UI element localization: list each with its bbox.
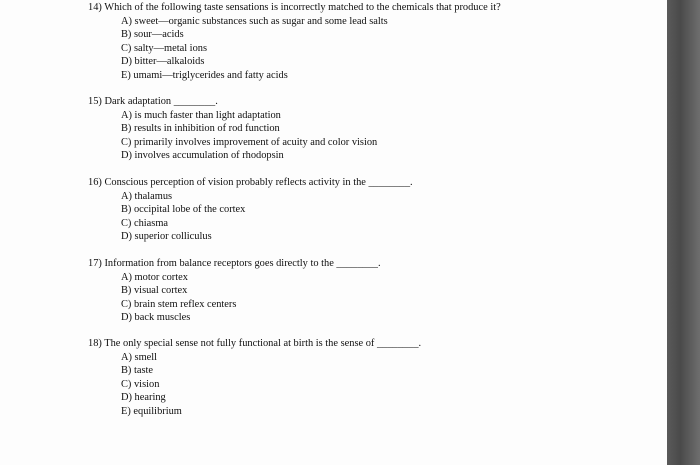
question-18 (88, 337, 421, 419)
question-stem: 16) Conscious perception of vision probably reflects activity in the ________. (88, 177, 413, 188)
question-16 (88, 176, 413, 244)
answer-option-a: A) motor cortex (121, 271, 188, 283)
answer-option-d: D) hearing (121, 392, 166, 404)
answer-option-e: E) umami—triglycerides and fatty acids (121, 69, 288, 81)
question-stem: 14) Which of the following taste sensations is incorrectly matched to the chemicals that produce it? (88, 2, 501, 13)
answer-options (88, 351, 421, 419)
answer-option-d: D) back muscles (121, 312, 191, 324)
answer-option-c: C) chiasma (121, 217, 169, 229)
question-stem: 18) The only special sense not fully functional at birth is the sense of ________. (88, 338, 422, 349)
answer-option-a: A) smell (121, 351, 158, 363)
answer-option-c: C) vision (121, 378, 160, 390)
answer-option-b: B) sour—acids (121, 29, 184, 41)
answer-option-d: D) involves accumulation of rhodopsin (121, 150, 284, 162)
answer-option-b: B) visual cortex (121, 285, 188, 297)
page-edge-shadow (667, 0, 700, 465)
answer-options (88, 15, 501, 83)
answer-option-a: A) thalamus (121, 190, 173, 202)
question-stem: 17) Information from balance receptors goes directly to the ________. (88, 258, 381, 269)
question-17 (88, 257, 381, 325)
question-stem: 15) Dark adaptation ________. (88, 96, 218, 107)
answer-option-d: D) bitter—alkaloids (121, 56, 205, 68)
answer-option-d: D) superior colliculus (121, 231, 212, 243)
answer-option-a: A) sweet—organic substances such as sugar and some lead salts (121, 15, 388, 27)
answer-option-b: B) taste (121, 365, 154, 377)
answer-options (88, 109, 377, 163)
answer-option-a: A) is much faster than light adaptation (121, 109, 281, 121)
answer-option-c: C) primarily involves improvement of acuity and color vision (121, 136, 378, 148)
question-15 (88, 95, 377, 163)
answer-option-c: C) brain stem reflex centers (121, 298, 237, 310)
question-14 (88, 1, 501, 83)
answer-options (88, 190, 413, 244)
answer-option-e: E) equilibrium (121, 405, 182, 417)
answer-option-c: C) salty—metal ions (121, 42, 208, 54)
answer-options (88, 271, 381, 325)
answer-option-b: B) occipital lobe of the cortex (121, 204, 246, 216)
answer-option-b: B) results in inhibition of rod function (121, 123, 280, 135)
